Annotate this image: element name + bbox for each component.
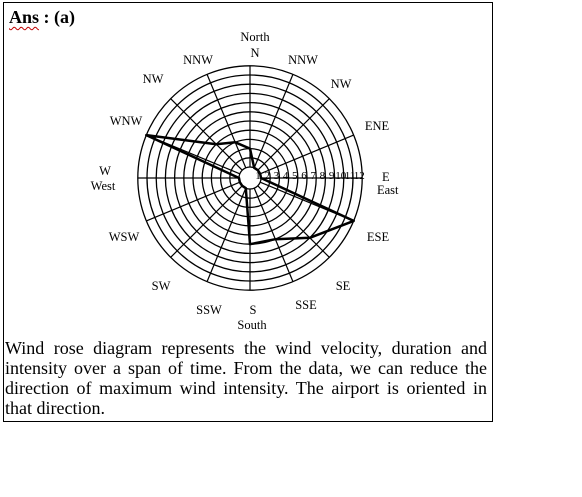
label-nw-left: NW <box>142 72 164 86</box>
label-west-full: West <box>90 179 116 193</box>
label-ene: ENE <box>364 119 390 133</box>
label-north-full: North <box>240 30 270 44</box>
ring-label-6: 6 <box>301 170 307 182</box>
ring-label-12: 12 <box>353 170 365 182</box>
label-wsw: WSW <box>108 230 140 244</box>
description-text: Wind rose diagram represents the wind velocity, duration and intensity over a span of time. From the data, we can reduce the direction of maximum wind intensity. The airport is oriented in that direction. <box>5 338 487 418</box>
ring-label-5: 5 <box>292 170 298 182</box>
ring-label-3: 3 <box>273 170 280 182</box>
ring-number-labels <box>255 170 364 182</box>
ring-label-2: 2 <box>264 170 270 182</box>
label-east-full: East <box>377 183 399 197</box>
label-nw-right: NW <box>330 77 352 91</box>
ring-label-11: 11 <box>344 170 356 182</box>
label-sse: SSE <box>295 298 317 312</box>
ring-label-4: 4 <box>282 170 289 182</box>
answer-prefix: Ans <box>9 7 40 27</box>
label-west: W <box>99 164 111 178</box>
ring-label-7: 7 <box>310 170 316 182</box>
label-north: N <box>250 46 260 60</box>
label-ssw: SSW <box>196 303 222 317</box>
label-east: E <box>382 170 390 184</box>
label-sw: SW <box>151 279 171 293</box>
label-wnw: WNW <box>109 114 143 128</box>
ring-label-1: 1 <box>255 170 261 182</box>
label-south: S <box>249 303 257 317</box>
ring-label-10: 10 <box>335 170 347 182</box>
label-south-full: South <box>237 318 267 332</box>
label-nnw-left: NNW <box>183 53 213 67</box>
label-ese: ESE <box>366 230 390 244</box>
ring-label-8: 8 <box>319 170 326 182</box>
answer-suffix: : (a) <box>39 7 75 27</box>
label-nnw-right: NNW <box>288 53 318 67</box>
ring-label-9: 9 <box>328 170 335 182</box>
label-se: SE <box>335 279 351 293</box>
